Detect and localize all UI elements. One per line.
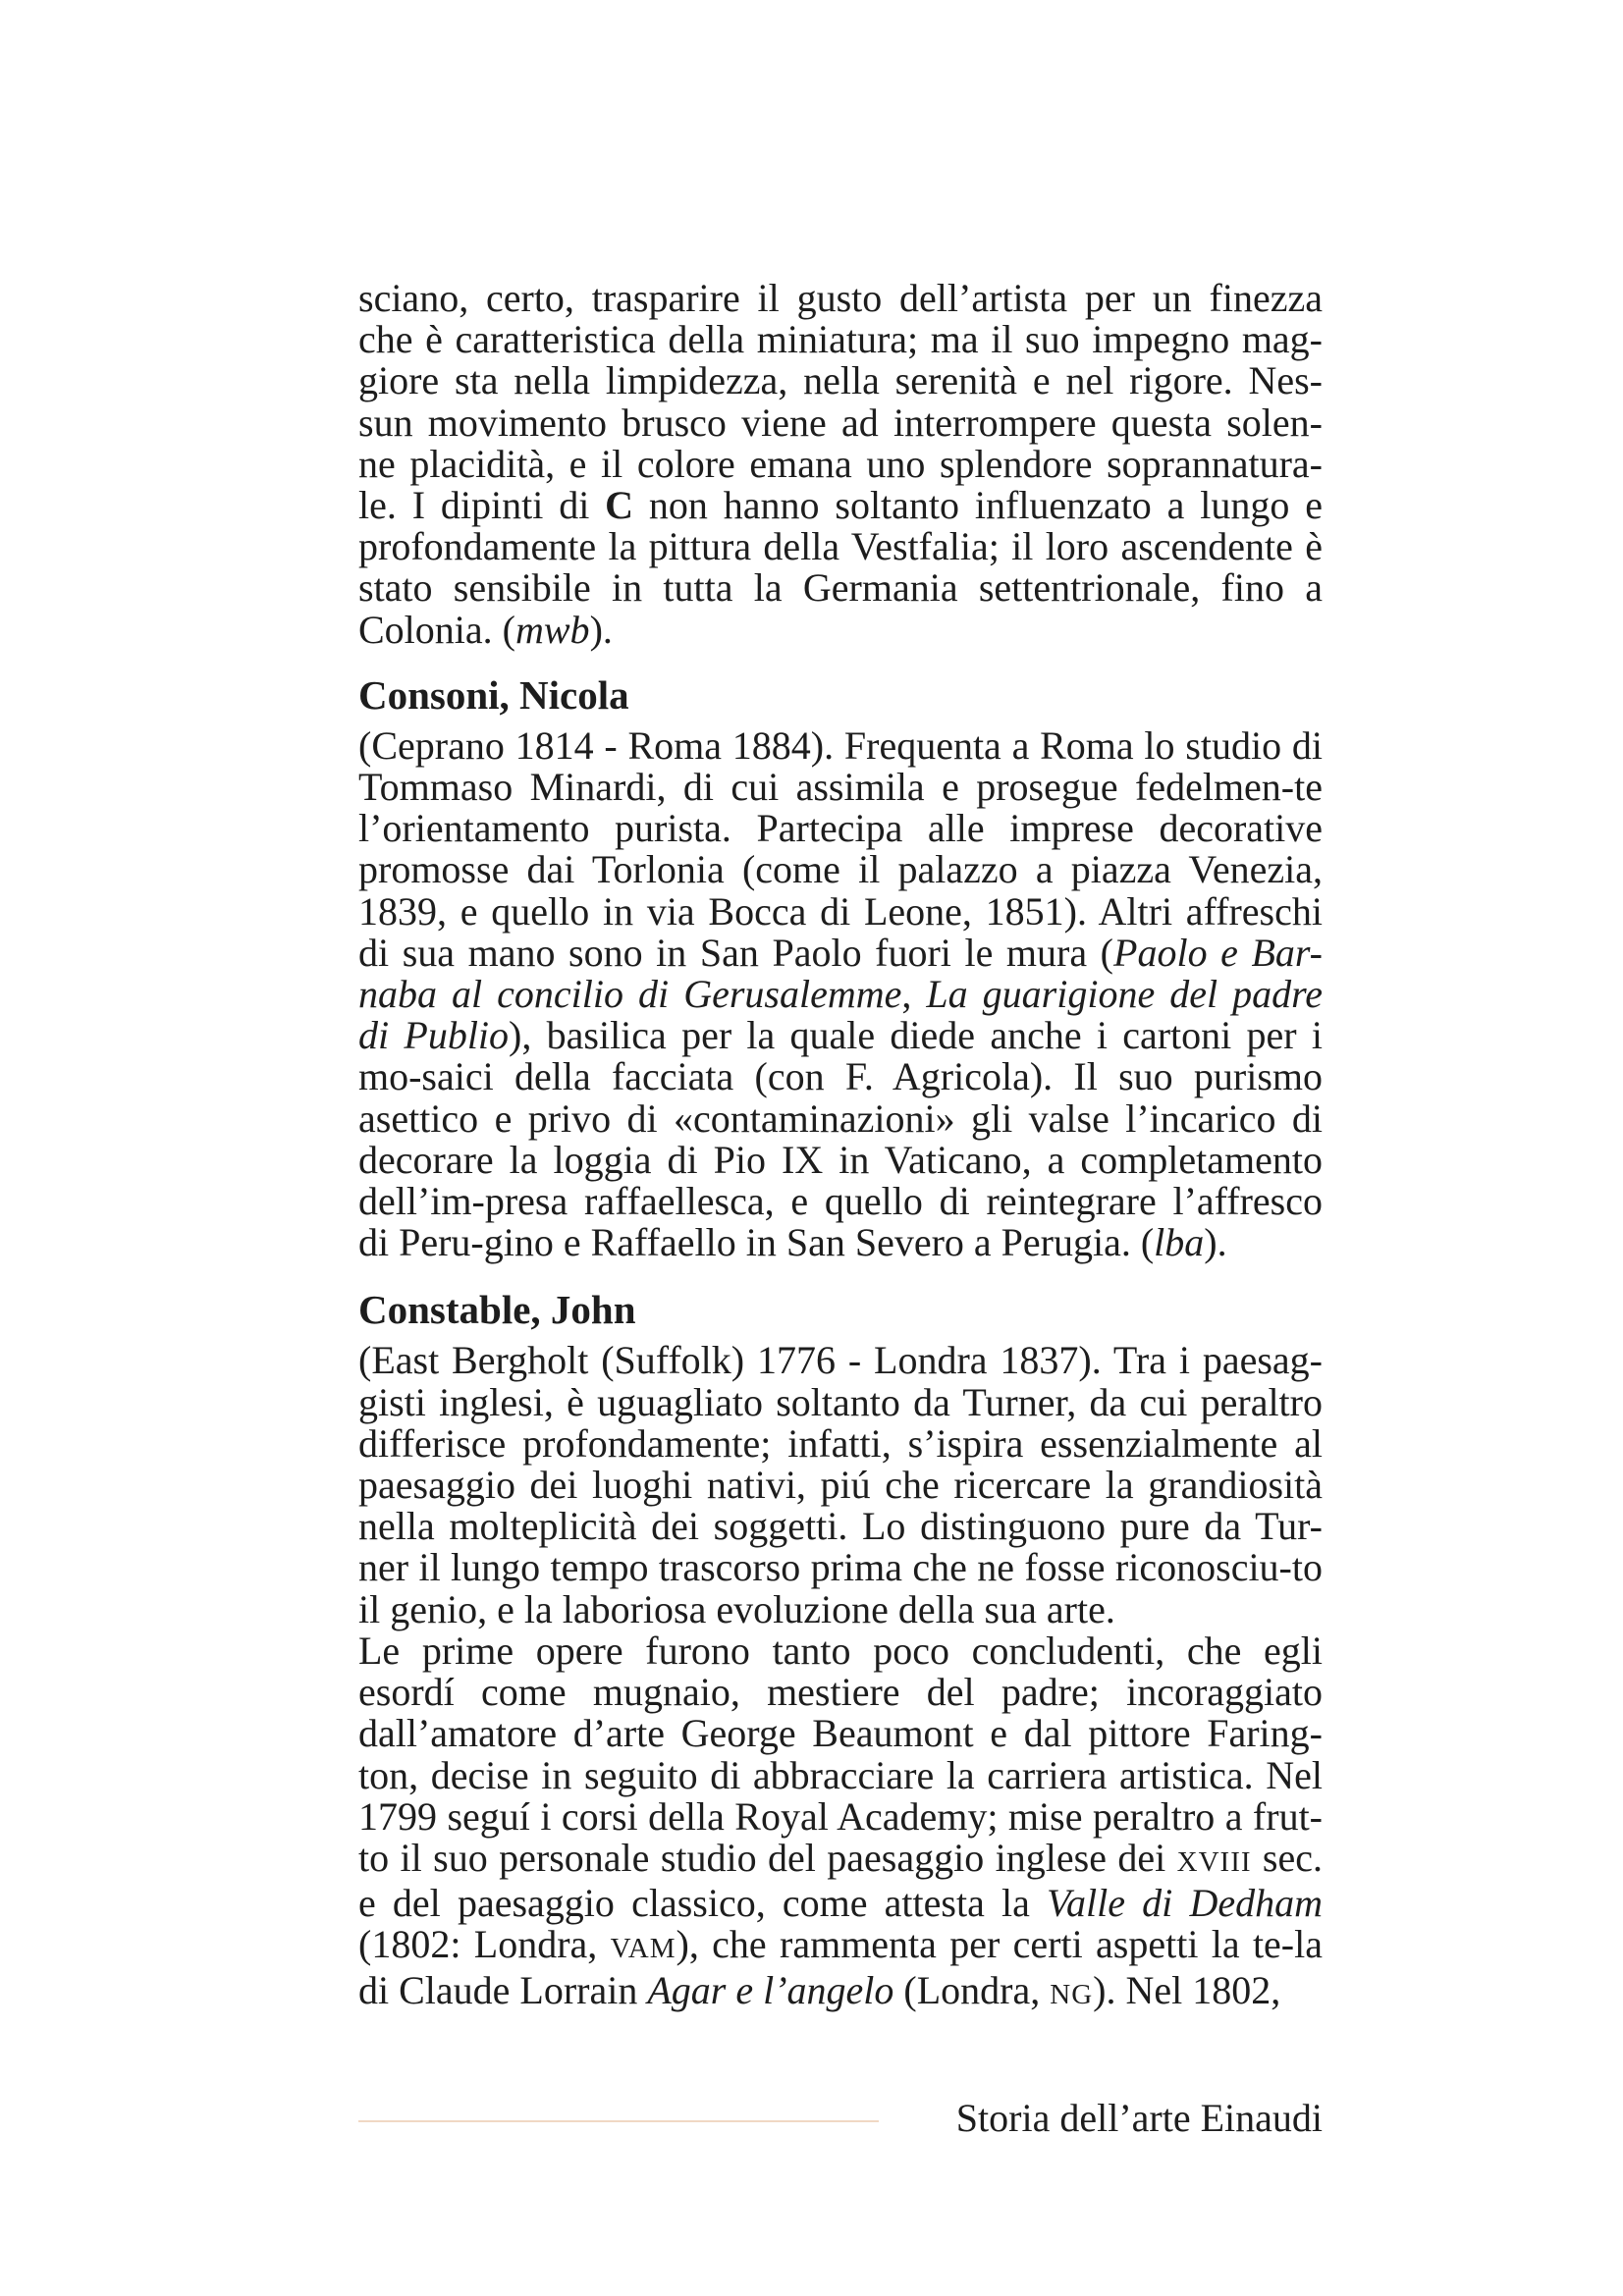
text-run: VAM: [610, 1933, 676, 1965]
text-run: C: [605, 483, 634, 528]
text-run: Agar e l’angelo: [647, 1967, 894, 2012]
text-run: ,: [901, 972, 927, 1017]
text-run: (Londra,: [893, 1967, 1051, 2012]
page-content: [358, 278, 1323, 2015]
text-run: NG: [1050, 1978, 1094, 2010]
text-run: ).: [1204, 1220, 1227, 1265]
text-run: La guarigione del padre di Publio: [358, 972, 1323, 1058]
text-run: non hanno soltanto influenzato a lungo e profondamente la pittura della Vestfalia; il loro ascendente è stato sensibile in tutta la Germania settentrionale, fino a Colonia. (: [358, 483, 1323, 652]
footer-rule: [358, 2120, 879, 2122]
text-run: mwb: [514, 607, 590, 652]
entry-title-consoni: Consoni, Nicola: [358, 671, 629, 718]
paragraph-consoni: [358, 722, 1323, 1265]
footer-publication-title: Storia dell’arte Einaudi: [955, 2096, 1323, 2140]
text-run: sciano, certo, trasparire il gusto dell’artista per un finezza che è caratteristica della miniatura; ma il suo impegno mag-giore sta nella limpidezza, nella serenità e nel rigore. Nes-sun movimento brusco viene ad interrompere questa solen-ne placidità, e il colore emana uno splendore soprannatura-le. I dipinti di: [358, 276, 1323, 528]
text-run: Valle di Dedham: [1047, 1881, 1323, 1926]
text-run: ), basilica per la quale diede anche i cartoni per i mo-saici della facciata (con F. Agricola). Il suo purismo asettico e privo di «contaminazioni» gli valse l’incarico di decorare la loggia di Pio IX in Vaticano, a completamento dell’im-presa raffaellesca, e quello di reintegrare l’affresco di Peru-gino e Raffaello in San Severo a Perugia. (: [358, 1013, 1323, 1265]
text-run: ), che rammenta per certi aspetti la te-la di Claude Lorrain: [358, 1922, 1323, 2012]
paragraph-constable-1: [358, 1340, 1323, 1629]
text-run: ). Nel 1802,: [1093, 1967, 1281, 2012]
text-run: (Ceprano 1814 - Roma 1884). Frequenta a Roma lo studio di Tommaso Minardi, di cui assimila e prosegue fedelmen-te l’orientamento purista. Partecipa alle imprese decorative promosse dai Torlonia (come il palazzo a piazza Venezia, 1839, e quello in via Bocca di Leone, 1851). Altri affreschi di sua mano sono in San Paolo fuori le mura (: [358, 722, 1323, 975]
text-run: (East Bergholt (Suffolk) 1776 - Londra 1837). Tra i paesag-gisti inglesi, è uguagliato soltanto da Turner, da cui peraltro differisce profondamente; infatti, s’ispira essenzialmente al paesaggio dei luoghi nativi, piú che ricercare la grandiosità nella molteplicità dei soggetti. Lo distinguono pure da Tur-ner il lungo tempo trascorso prima che ne fosse riconosciu-to il genio, e la laboriosa evoluzione della sua arte.: [358, 1338, 1323, 1631]
text-run: sec. e del paesaggio classico, come attesta la: [358, 1835, 1324, 1926]
entry-title-constable: Constable, John: [358, 1287, 636, 1333]
paragraph-constable-2: [358, 1630, 1323, 2015]
text-run: Le prime opere furono tanto poco concludenti, che egli esordí come mugnaio, mestiere del padre; incoraggiato dall’amatore d’arte George Beaumont e dal pittore Faring-ton, decise in seguito di abbracciare la carriera artistica. Nel 1799 seguí i corsi della Royal Academy; mise peraltro a frut-to il suo personale studio del paesaggio inglese dei: [358, 1628, 1323, 1880]
text-run: lba: [1154, 1220, 1205, 1265]
text-run: (1802: Londra,: [358, 1922, 611, 1967]
text-run: ).: [589, 607, 613, 652]
text-run: Paolo e Bar-naba al concilio di Gerusalemme: [358, 930, 1323, 1017]
paragraph-continuation: [358, 278, 1323, 651]
text-run: XVIII: [1176, 1845, 1252, 1878]
page-footer: [358, 2093, 1323, 2148]
